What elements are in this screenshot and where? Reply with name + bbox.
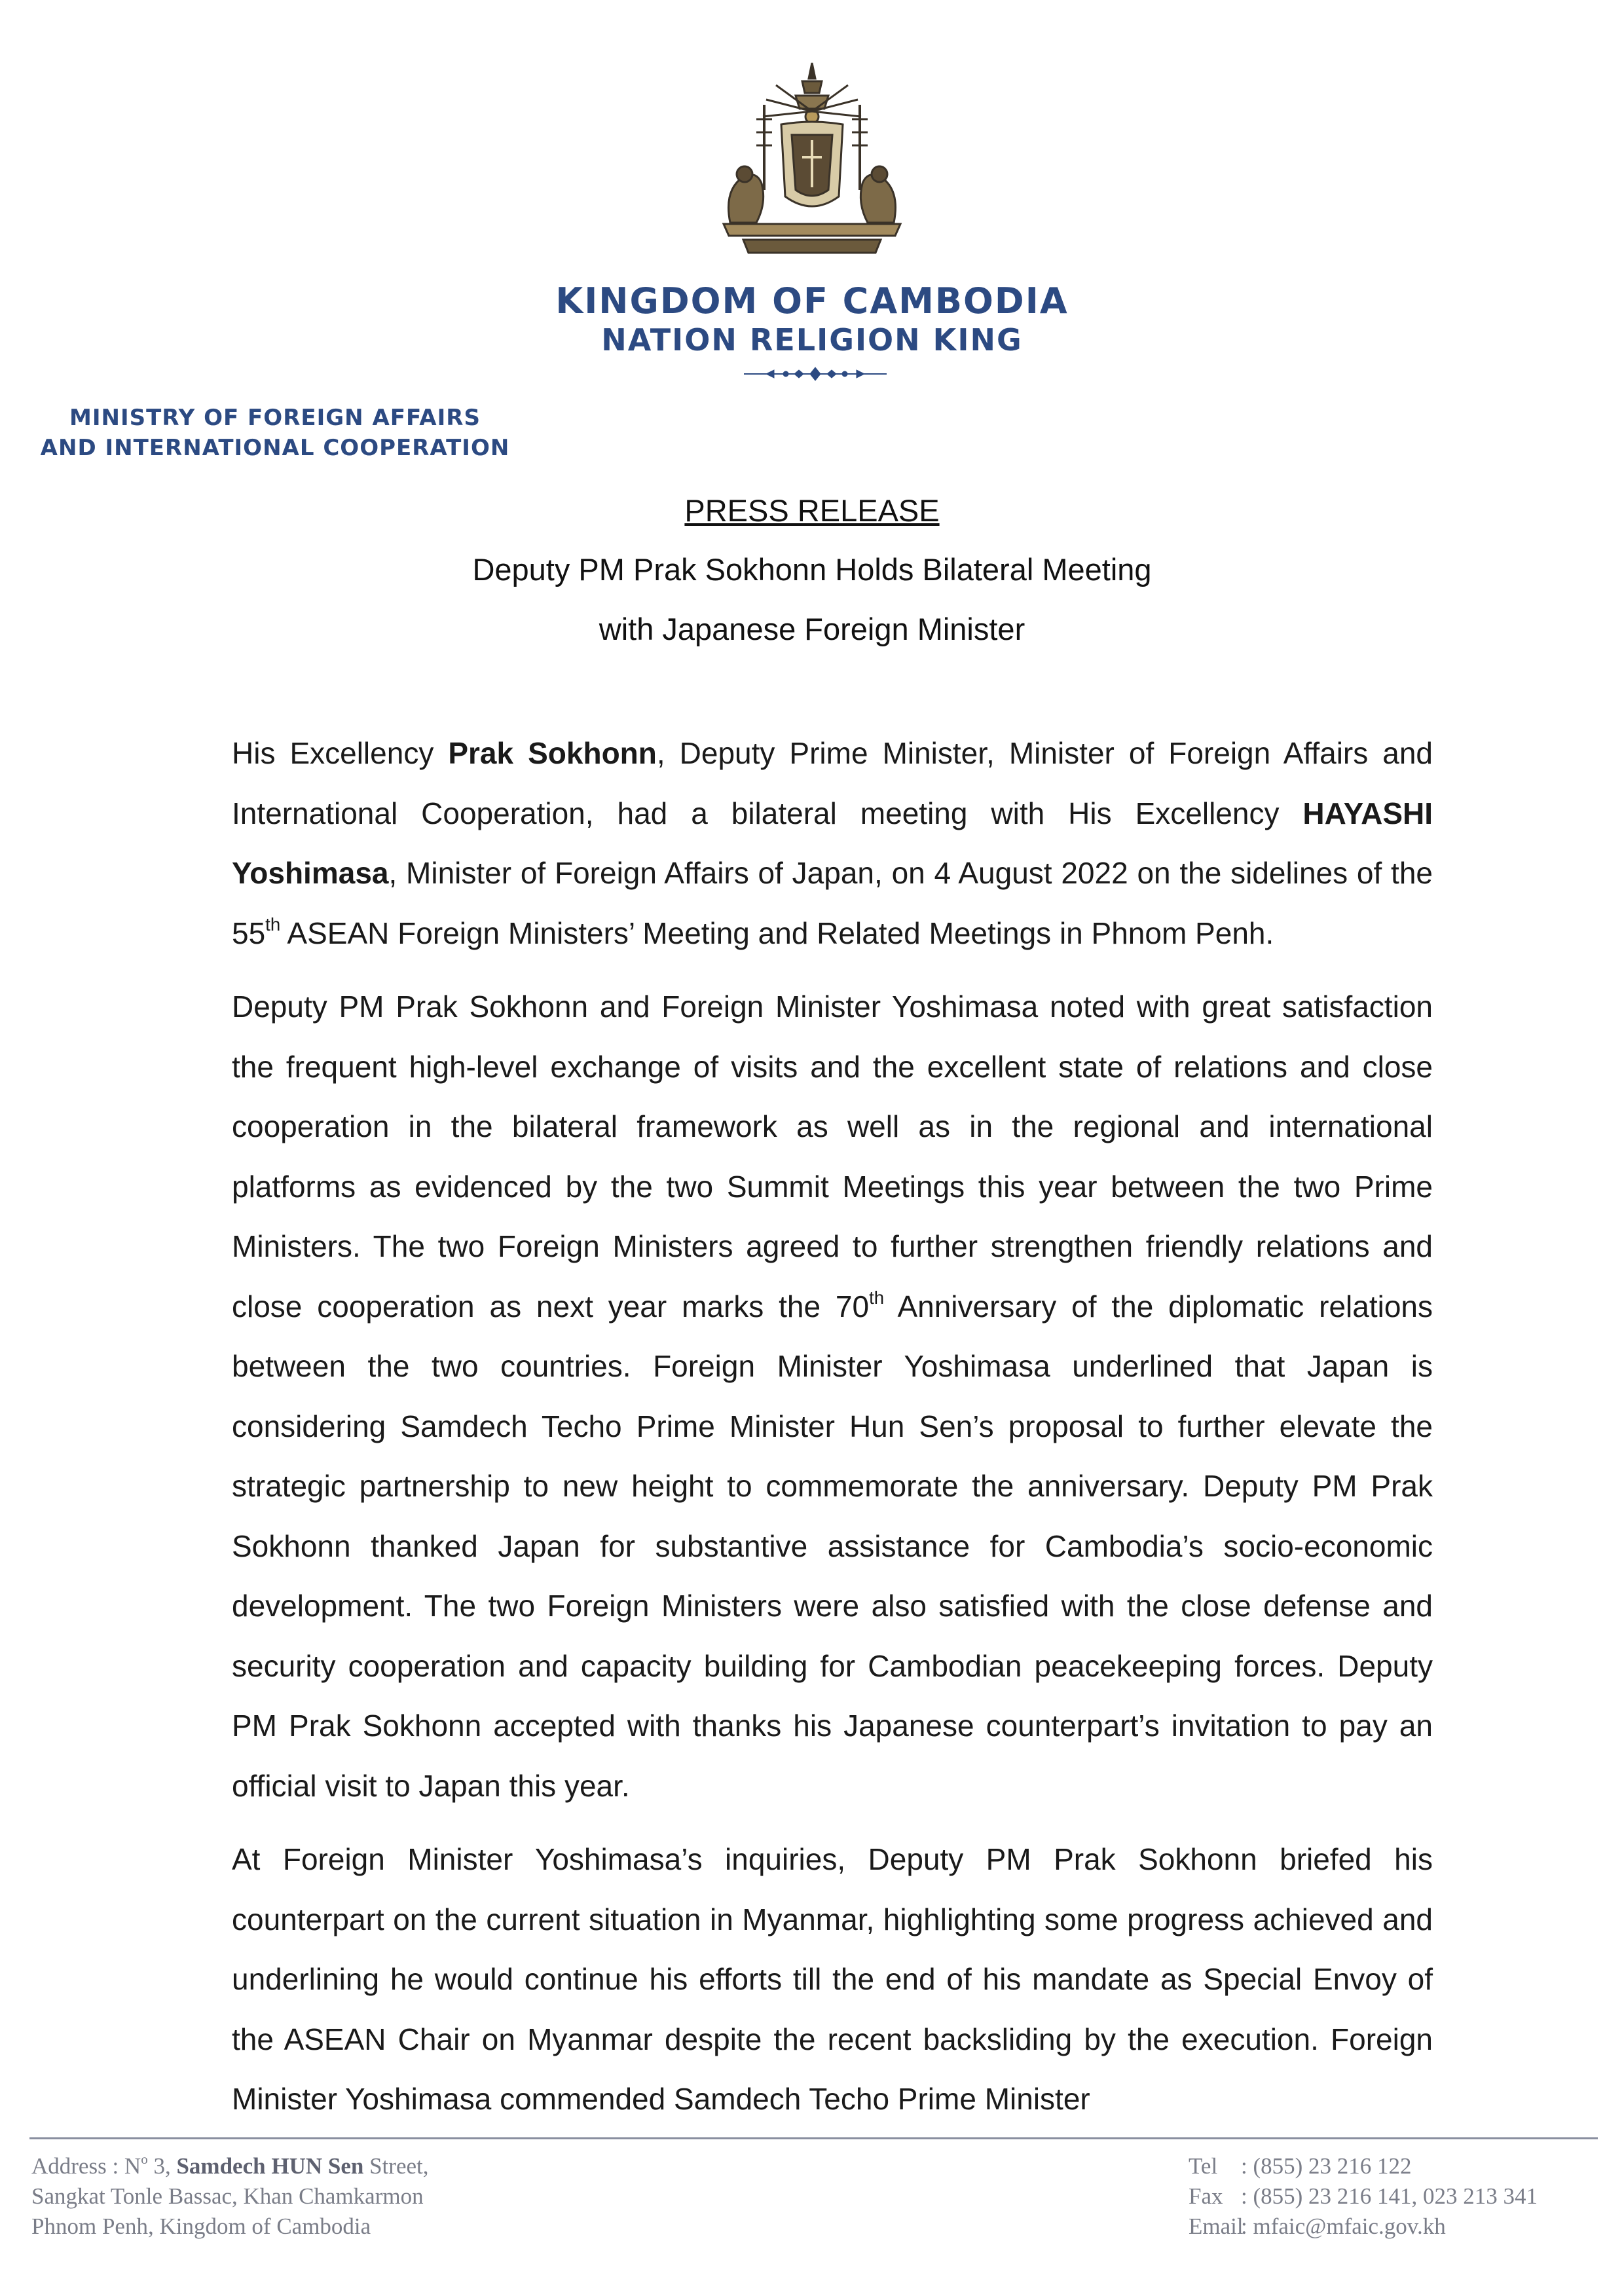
kingdom-name: KINGDOM OF CAMBODIA bbox=[555, 280, 1069, 322]
ministry-line-2: AND INTERNATIONAL COOPERATION bbox=[40, 435, 510, 461]
ministry-name bbox=[39, 403, 511, 463]
national-motto: NATION RELIGION KING bbox=[601, 322, 1023, 358]
ministry-line-1: MINISTRY OF FOREIGN AFFAIRS bbox=[69, 405, 481, 431]
email-row: Email: mfaic@mfaic.gov.kh bbox=[1189, 2213, 1446, 2239]
name-prak-sokhonn: Prak Sokhonn bbox=[448, 736, 657, 770]
address-line-2: Sangkat Tonle Bassac, Khan Chamkarmon bbox=[31, 2183, 424, 2209]
press-release-label: PRESS RELEASE bbox=[684, 493, 940, 528]
fax-row: Fax : (855) 23 216 141, 023 213 341 bbox=[1189, 2183, 1538, 2209]
footer-address bbox=[31, 2151, 621, 2242]
headline-line-1: Deputy PM Prak Sokhonn Holds Bilateral Meeting bbox=[472, 552, 1152, 587]
footer-divider bbox=[29, 2137, 1598, 2141]
name-hayashi-yoshimasa: HAYASHI Yoshimasa bbox=[232, 796, 1433, 890]
tel-row: Tel : (855) 23 216 122 bbox=[1189, 2153, 1412, 2179]
headline-line-2: with Japanese Foreign Minister bbox=[599, 612, 1025, 646]
divider-ornament-icon bbox=[740, 365, 891, 382]
footer-contact bbox=[1189, 2151, 1608, 2242]
royal-arms-icon bbox=[704, 59, 920, 262]
paragraph-2: Deputy PM Prak Sokhonn and Foreign Minister Yoshimasa noted with great satisfaction the frequent high-level exchange of visits and the excellent state of relations and close cooperation in the bilateral framework as well as in the regional and international platforms as evidenced by the two Summit Meetings this year between the two Prime Ministers. The two Foreign Ministers agreed to further strengthen friendly relations and close cooperation as next year marks the 70th Anniversary of the diplomatic relations between the two countries. Foreign Minister Yoshimasa underlined that Japan is considering Samdech Techo Prime Minister Hun Sen’s proposal to further elevate the strategic partnership to new height to commemorate the anniversary. Deputy PM Prak Sokhonn thanked Japan for substantive assistance for Cambodia’s socio-economic development. The two Foreign Ministers were also satisfied with the close defense and security cooperation and capacity building for Cambodian peacekeeping forces. Deputy PM Prak Sokhonn accepted with thanks his Japanese counterpart’s invitation to pay an official visit to Japan this year. bbox=[232, 990, 1433, 1803]
paragraph-3: At Foreign Minister Yoshimasa’s inquiries, Deputy PM Prak Sokhonn briefed his counterpart on the current situation in Myanmar, highlighting some progress achieved and underlining he would continue his efforts till the end of his mandate as Special Envoy of the ASEAN Chair on Myanmar despite the recent backsliding by the execution. Foreign Minister Yoshimasa commended Samdech Techo Prime Minister bbox=[232, 1842, 1433, 2116]
press-release-body bbox=[232, 724, 1433, 2143]
paragraph-1: His Excellency Prak Sokhonn, Deputy Prime Minister, Minister of Foreign Affairs and International Cooperation, had a bilateral meeting with His Excellency HAYASHI Yoshimasa, Minister of Foreign Affairs of Japan, on 4 August 2022 on the sidelines of the 55th ASEAN Foreign Ministers’ Meeting and Related Meetings in Phnom Penh. bbox=[232, 736, 1433, 950]
address-line-1: Address : $N^o$ 3, Samdech HUN Sen Street, bbox=[31, 2151, 429, 2179]
address-line-3: Phnom Penh, Kingdom of Cambodia bbox=[31, 2213, 371, 2239]
